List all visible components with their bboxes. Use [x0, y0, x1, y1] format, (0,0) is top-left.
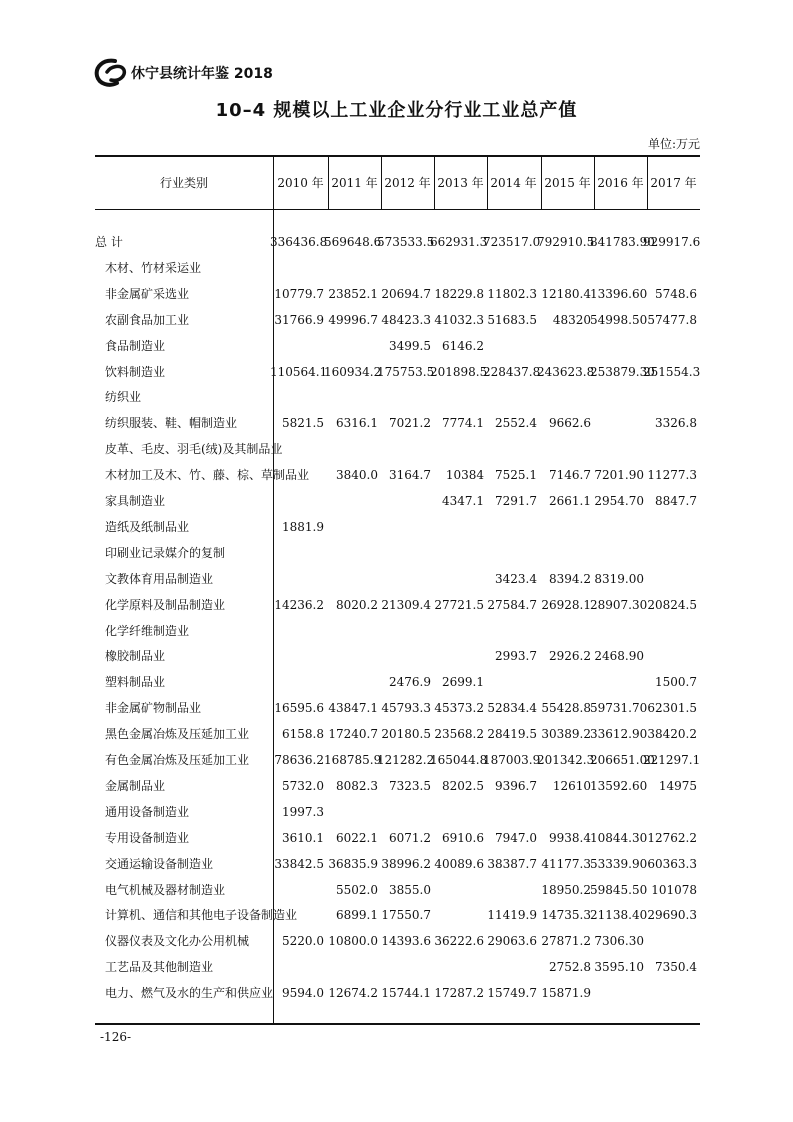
table-row [95, 984, 700, 1010]
table-cell: 78636.2 [274, 753, 324, 767]
table-bottom-rule [95, 1023, 700, 1025]
row-label: 塑料制品业 [105, 675, 166, 690]
table-cell: 16595.6 [274, 701, 324, 716]
table-title: 10–4 规模以上工业企业分行业工业总产值 [215, 100, 578, 121]
header-year: 2017 年 [650, 176, 697, 190]
table-cell: 33842.5 [274, 856, 324, 871]
header-year: 2014 年 [490, 176, 537, 190]
row-label: 印刷业记录媒介的复制 [105, 545, 226, 560]
table-cell: 3840.0 [336, 468, 378, 483]
table-cell: 206651.00 [590, 753, 655, 767]
table-cell: 29063.6 [487, 934, 537, 949]
table-cell: 5748.6 [655, 286, 697, 301]
table-cell: 60363.3 [647, 856, 697, 871]
table-header-rule [95, 209, 700, 210]
table-cell: 38387.7 [487, 856, 537, 871]
table-cell: 2552.4 [495, 416, 537, 431]
table-cell: 2661.1 [549, 494, 591, 508]
table-cell: 7947.0 [495, 830, 537, 845]
table-cell: 5502.0 [336, 882, 378, 897]
table-cell: 7525.1 [495, 468, 537, 483]
yearbook-logo-icon [93, 58, 127, 88]
table-cell: 14236.2 [274, 597, 324, 612]
table-cell: 28907.30 [590, 597, 648, 612]
header-column-separator [594, 155, 595, 209]
table-cell: 228437.8 [483, 364, 541, 379]
row-label: 农副食品加工业 [105, 312, 190, 327]
table-row [95, 622, 700, 648]
table-cell: 101078 [651, 882, 697, 897]
table-cell: 2752.8 [549, 960, 591, 975]
table-cell: 201342.3 [537, 753, 595, 767]
table-cell: 5732.0 [282, 778, 324, 793]
row-label: 食品制造业 [105, 338, 166, 353]
table-cell: 59845.50 [590, 882, 648, 897]
table-row [95, 829, 700, 855]
table-cell: 10800.0 [328, 934, 378, 949]
table-cell: 43847.1 [328, 701, 378, 716]
table-row [95, 699, 700, 725]
table-cell: 36835.9 [328, 856, 378, 871]
row-label: 非金属矿采选业 [105, 286, 190, 301]
table-cell: 15871.9 [541, 986, 591, 1001]
table-cell: 7323.5 [389, 778, 431, 793]
row-label: 通用设备制造业 [105, 804, 190, 819]
table-cell: 20824.5 [647, 597, 697, 612]
table-cell: 6899.1 [336, 908, 378, 923]
table-cell: 251554.3 [643, 364, 701, 379]
table-cell: 18950.2 [541, 882, 591, 897]
table-cell: 27584.7 [487, 597, 537, 612]
table-cell: 36222.6 [434, 934, 484, 949]
table-cell: 3164.7 [389, 468, 431, 483]
page-number: -126- [100, 1030, 132, 1044]
table-cell: 9662.6 [549, 416, 591, 431]
row-label: 皮革、毛皮、羽毛(绒)及其制品业 [105, 442, 283, 457]
table-cell: 1500.7 [655, 675, 697, 690]
table-row [95, 414, 700, 440]
table-row [95, 881, 700, 907]
table-cell: 21138.40 [590, 908, 648, 923]
table-cell: 11802.3 [487, 286, 537, 301]
unit-label: 单位:万元 [647, 137, 700, 151]
table-cell: 11419.9 [487, 908, 537, 923]
table-cell: 1997.3 [282, 804, 324, 819]
table-cell: 6316.1 [336, 416, 378, 431]
table-cell: 7146.7 [549, 468, 591, 483]
table-cell: 21309.4 [381, 597, 431, 612]
table-cell: 41177.3 [541, 856, 591, 871]
header-year: 2013 年 [437, 176, 484, 190]
row-label: 纺织服装、鞋、帽制造业 [105, 416, 238, 431]
table-cell: 6158.8 [282, 727, 324, 742]
table-cell: 17550.7 [381, 908, 431, 923]
table-cell: 29690.3 [647, 908, 697, 923]
table-cell: 40089.6 [434, 856, 484, 871]
row-label: 专用设备制造业 [105, 830, 190, 845]
table-row [95, 492, 700, 518]
row-label: 饮料制造业 [105, 364, 166, 379]
row-label: 电气机械及器材制造业 [105, 882, 226, 897]
table-cell: 38420.2 [647, 727, 697, 742]
table-cell: 5821.5 [282, 416, 324, 431]
table-row [95, 932, 700, 958]
table-cell: 662931.3 [430, 235, 488, 249]
page-header [93, 58, 273, 88]
table-row [95, 906, 700, 932]
table-row [95, 388, 700, 414]
table-cell: 55428.8 [541, 701, 591, 716]
table-cell: 15749.7 [487, 986, 537, 1001]
table-cell: 12610 [552, 778, 591, 793]
row-label: 橡胶制品业 [105, 649, 166, 664]
table-cell: 6022.1 [336, 830, 378, 845]
table-row [95, 673, 700, 699]
table-cell: 1881.9 [282, 519, 324, 534]
table-cell: 3423.4 [495, 571, 537, 586]
table-cell: 48320 [552, 312, 591, 327]
table-cell: 23852.1 [328, 286, 378, 301]
table-cell: 38996.2 [381, 856, 431, 871]
row-label: 非金属矿物制品业 [105, 701, 202, 716]
table-cell: 2476.9 [389, 675, 431, 690]
table-row [95, 570, 700, 596]
header-year: 2010 年 [277, 176, 324, 190]
row-label: 电力、燃气及水的生产和供应业 [105, 986, 274, 1001]
table-cell: 8202.5 [442, 778, 484, 793]
table-cell: 51683.5 [487, 312, 537, 327]
table-row [95, 233, 700, 259]
header-column-separator [541, 155, 542, 209]
table-row [95, 518, 700, 544]
table-cell: 12762.2 [647, 830, 697, 845]
table-row [95, 337, 700, 363]
table-cell: 121282.2 [377, 753, 435, 767]
table-row [95, 466, 700, 492]
table-row [95, 855, 700, 881]
table-cell: 168785.9 [324, 753, 382, 767]
table-cell: 53339.90 [590, 856, 648, 871]
row-label: 化学纤维制造业 [105, 623, 190, 638]
table-cell: 9938.4 [549, 830, 591, 845]
header-year: 2012 年 [384, 176, 431, 190]
row-label: 计算机、通信和其他电子设备制造业 [105, 908, 298, 923]
table-cell: 7306.30 [594, 934, 644, 949]
table-cell: 27871.2 [541, 934, 591, 949]
row-label: 黑色金属冶炼及压延加工业 [105, 727, 250, 742]
table-row [95, 596, 700, 622]
table-cell: 6146.2 [442, 338, 484, 353]
table-cell: 13592.60 [590, 778, 648, 793]
row-label: 交通运输设备制造业 [105, 856, 214, 871]
row-label: 木材、竹材采运业 [105, 260, 202, 275]
table-cell: 4347.1 [442, 494, 484, 508]
table-cell: 201898.5 [430, 364, 488, 379]
table-cell: 57477.8 [647, 312, 697, 327]
table-cell: 20180.5 [381, 727, 431, 742]
row-label: 金属制品业 [105, 778, 166, 793]
table-cell: 59731.70 [590, 701, 648, 716]
table-cell: 8847.7 [655, 494, 697, 508]
table-row [95, 803, 700, 829]
table-cell: 10844.30 [590, 830, 648, 845]
table-cell: 62301.5 [647, 701, 697, 716]
table-cell: 14393.6 [381, 934, 431, 949]
table-cell: 3855.0 [389, 882, 431, 897]
header-column-separator [434, 155, 435, 209]
table-cell: 17240.7 [328, 727, 378, 742]
table-cell: 573533.5 [377, 235, 435, 249]
header-column-separator [487, 155, 488, 209]
table-cell: 7021.2 [389, 416, 431, 431]
table-cell: 26928.1 [541, 597, 591, 612]
book-title: 休宁县统计年鉴 2018 [131, 66, 273, 82]
table-cell: 253879.30 [590, 364, 655, 379]
header-category: 行业类别 [159, 176, 208, 190]
header-year: 2016 年 [597, 176, 644, 190]
table-cell: 33612.90 [590, 727, 648, 742]
table-row [95, 311, 700, 337]
row-label: 木材加工及木、竹、藤、棕、草制品业 [105, 468, 310, 483]
table-row [95, 777, 700, 803]
table-row [95, 440, 700, 466]
table-cell: 243623.8 [537, 364, 595, 379]
row-label: 造纸及纸制品业 [105, 519, 190, 534]
table-cell: 48423.3 [381, 312, 431, 327]
table-cell: 6910.6 [442, 830, 484, 845]
table-cell: 7291.7 [495, 494, 537, 508]
table-cell: 12180.4 [541, 286, 591, 301]
table-cell: 792910.5 [537, 235, 595, 249]
table-cell: 7774.1 [442, 416, 484, 431]
table-row [95, 751, 700, 777]
row-label: 有色金属冶炼及压延加工业 [105, 753, 250, 767]
row-label: 仪器仪表及文化办公用机械 [105, 934, 250, 949]
table-cell: 8394.2 [549, 571, 591, 586]
table-cell: 30389.2 [541, 727, 591, 742]
table-cell: 2468.90 [594, 649, 644, 664]
table-cell: 6071.2 [389, 830, 431, 845]
table-cell: 20694.7 [381, 286, 431, 301]
table-row [95, 725, 700, 751]
table-cell: 23568.2 [434, 727, 484, 742]
table-cell: 3499.5 [389, 338, 431, 353]
table-top-rule [95, 155, 700, 157]
table-cell: 15744.1 [381, 986, 431, 1001]
table-cell: 49996.7 [328, 312, 378, 327]
table-cell: 187003.9 [483, 753, 541, 767]
table-cell: 8082.3 [336, 778, 378, 793]
table-cell: 17287.2 [434, 986, 484, 1001]
table-cell: 12674.2 [328, 986, 378, 1001]
row-label: 文教体育用品制造业 [105, 571, 214, 586]
table-cell: 2926.2 [549, 649, 591, 664]
table-cell: 160934.2 [324, 364, 382, 379]
table-cell: 45373.2 [434, 701, 484, 716]
header-column-separator [647, 155, 648, 209]
table-cell: 2699.1 [442, 675, 484, 690]
table-cell: 110564.1 [270, 364, 328, 379]
row-label: 家具制造业 [105, 494, 166, 508]
table-cell: 569648.6 [324, 235, 382, 249]
table-cell: 5220.0 [282, 934, 324, 949]
table-cell: 175753.5 [377, 364, 435, 379]
table-cell: 3595.10 [594, 960, 644, 975]
table-cell: 18229.8 [434, 286, 484, 301]
row-label: 总 计 [95, 235, 123, 249]
table-cell: 28419.5 [487, 727, 537, 742]
table-cell: 14975 [658, 778, 697, 793]
table-cell: 7201.90 [594, 468, 644, 483]
row-label: 化学原料及制品制造业 [105, 597, 226, 612]
table-cell: 929917.6 [643, 235, 701, 249]
header-column-separator [381, 155, 382, 209]
table-cell: 41032.3 [434, 312, 484, 327]
table-cell: 11277.3 [647, 468, 697, 483]
table-cell: 45793.3 [381, 701, 431, 716]
table-cell: 165044.8 [430, 753, 488, 767]
header-column-separator [328, 155, 329, 209]
header-year: 2015 年 [544, 176, 591, 190]
table-row [95, 544, 700, 570]
table-cell: 54998.50 [590, 312, 648, 327]
table-cell: 10779.7 [274, 286, 324, 301]
table-cell: 2993.7 [495, 649, 537, 664]
table-row [95, 647, 700, 673]
row-label: 纺织业 [105, 390, 142, 405]
table-cell: 52834.4 [487, 701, 537, 716]
table-cell: 13396.60 [590, 286, 648, 301]
table-cell: 221297.1 [643, 753, 701, 767]
table-row [95, 259, 700, 285]
table-cell: 7350.4 [655, 960, 697, 975]
table-cell: 8020.2 [336, 597, 378, 612]
table-cell: 9594.0 [282, 986, 324, 1001]
table-row [95, 958, 700, 984]
table-cell: 14735.3 [541, 908, 591, 923]
table-cell: 10384 [445, 468, 484, 483]
table-cell: 723517.0 [483, 235, 541, 249]
table-row [95, 285, 700, 311]
table-cell: 2954.70 [594, 494, 644, 508]
table-cell: 336436.8 [270, 235, 328, 249]
table-cell: 841783.90 [590, 235, 655, 249]
table-cell: 27721.5 [434, 597, 484, 612]
table-cell: 8319.00 [594, 571, 644, 586]
header-year: 2011 年 [331, 176, 378, 190]
table-cell: 3610.1 [282, 830, 324, 845]
table-cell: 31766.9 [274, 312, 324, 327]
row-label: 工艺品及其他制造业 [105, 960, 214, 975]
table-row [95, 363, 700, 389]
table-cell: 3326.8 [655, 416, 697, 431]
table-cell: 9396.7 [495, 778, 537, 793]
